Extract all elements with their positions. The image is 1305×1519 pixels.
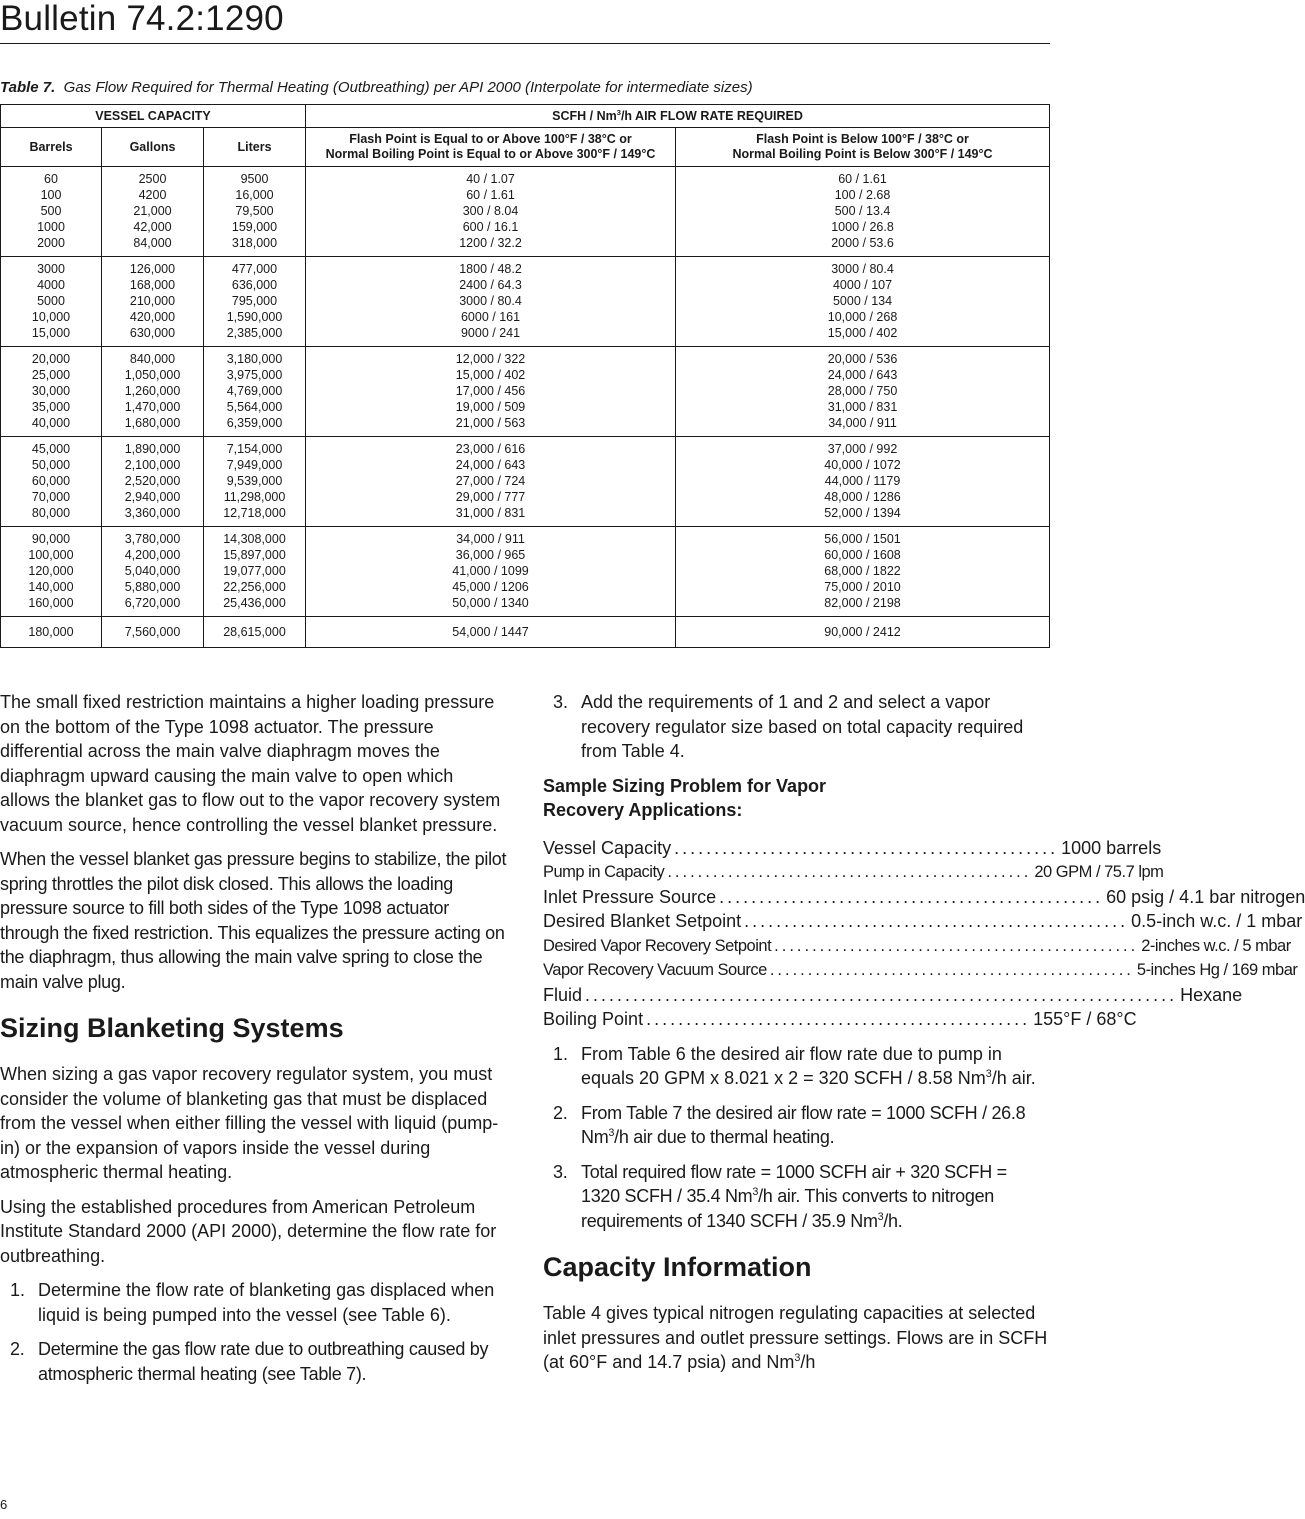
body-paragraph: When the vessel blanket gas pressure begins to stabilize, the pilot spring throttles the pilot disk closed. This allows the loading pressure source to fill both sides of the Type 1098 actuator through the fixed restriction. This equalizes the pressure acting on the diaphragm, thus allowing the main valve spring to close the main valve plug. [0, 849, 507, 992]
list-text: Add the requirements of 1 and 2 and select a vapor recovery regulator size based on total capacity required from Table 4. [581, 692, 1024, 761]
list-item [543, 1160, 1050, 1234]
air-flow-header: SCFH / Nm$^3$/h AIR FLOW RATE REQUIRED [306, 105, 1050, 128]
flow-above-cell: 23,000 / 616 24,000 / 643 27,000 / 724 29,000 / 777 31,000 / 831 [306, 437, 676, 527]
list-text: From Table 6 the desired air flow rate due to pump in equals 20 GPM x 8.021 x 2 = 320 SCFH / 8.58 Nm$^3$/h air. [581, 1043, 1036, 1088]
table-caption-label: Table 7. [0, 79, 56, 96]
liters-cell: 14,308,000 15,897,000 19,077,000 22,256,000 25,436,000 [204, 527, 306, 617]
gallons-cell: 3,780,000 4,200,000 5,040,000 5,880,000 6,720,000 [102, 527, 204, 617]
list-text: Total required flow rate = 1000 SCFH air + 320 SCFH = 1320 SCFH / 35.4 Nm$^3$/h air. This converts to nitrogen requirements of 1340 SCFH / 35.9 Nm$^3$/h. [581, 1161, 1007, 1231]
table-row [1, 347, 1050, 437]
flow-below-cell: 60 / 1.61 100 / 2.68 500 / 13.4 1000 / 26.8 2000 / 53.6 [676, 167, 1050, 257]
flow-below-cell: 37,000 / 992 40,000 / 1072 44,000 / 1179 48,000 / 1286 52,000 / 1394 [676, 437, 1050, 527]
gallons-cell: 1,890,000 2,100,000 2,520,000 2,940,000 3,360,000 [102, 437, 204, 527]
list-item [0, 1337, 508, 1386]
barrels-cell: 45,000 50,000 60,000 70,000 80,000 [1, 437, 102, 527]
list-text: From Table 7 the desired air flow rate = 1000 SCFH / 26.8 Nm$^3$/h air due to thermal heating. [581, 1102, 1026, 1147]
flow-below-cell: 56,000 / 1501 60,000 / 1608 68,000 / 1822 75,000 / 2010 82,000 / 2198 [676, 527, 1050, 617]
flow-above-cell: 40 / 1.07 60 / 1.61 300 / 8.04 600 / 16.1 1200 / 32.2 [306, 167, 676, 257]
list-text: Determine the flow rate of blanketing gas displaced when liquid is being pumped into the vessel (see Table 6). [38, 1280, 495, 1325]
table-row [1, 257, 1050, 347]
spec-row: Desired Vapor Recovery Setpoint ................................................ 2-inches w.c. / 5 mbar [543, 936, 1291, 955]
right-column [543, 690, 1305, 1385]
table-row [1, 617, 1050, 648]
table-caption-text: Gas Flow Required for Thermal Heating (Outbreathing) per API 2000 (Interpolate for intermediate sizes) [63, 79, 753, 96]
spec-row: Desired Blanket Setpoint ................................................ 0.5-inch w.c. / 1 mbar [543, 911, 1303, 931]
left-column [0, 690, 508, 1396]
body-paragraph: When sizing a gas vapor recovery regulator system, you must consider the volume of blanketing gas that must be displaced from the vessel when either filling the vessel with liquid (pump-in) or the expansion of vapors inside the vessel during atmospheric thermal heating. [0, 1064, 499, 1182]
barrels-cell: 90,000 100,000 120,000 140,000 160,000 [1, 527, 102, 617]
flow-above-cell: 54,000 / 1447 [306, 617, 676, 648]
barrels-cell: 20,000 25,000 30,000 35,000 40,000 [1, 347, 102, 437]
spec-row: Pump in Capacity ................................................ 20 GPM / 75.7 lpm [543, 863, 1164, 881]
page-number: 6 [0, 1497, 8, 1512]
spec-row: Fluid .......................................................................... Hexane [543, 984, 1243, 1005]
gallons-cell: 126,000 168,000 210,000 420,000 630,000 [102, 257, 204, 347]
spec-row: Boiling Point ................................................ 155°F / 68°C [543, 1009, 1137, 1029]
barrels-cell: 180,000 [1, 617, 102, 648]
liters-cell: 7,154,000 7,949,000 9,539,000 11,298,000 12,718,000 [204, 437, 306, 527]
list-item [543, 690, 1050, 764]
gallons-cell: 2500 4200 21,000 42,000 84,000 [102, 167, 204, 257]
page-title: Bulletin 74.2:1290 [0, 0, 284, 38]
gallons-header: Gallons [102, 128, 204, 167]
body-paragraph: Table 4 gives typical nitrogen regulating capacities at selected inlet pressures and outlet pressure settings. Flows are in SCFH (at 60°F and 14.7 psia) and Nm$^3$/h [543, 1303, 1048, 1372]
gallons-cell: 840,000 1,050,000 1,260,000 1,470,000 1,680,000 [102, 347, 204, 437]
flow-below-cell: 3000 / 80.4 4000 / 107 5000 / 134 10,000 / 268 15,000 / 402 [676, 257, 1050, 347]
sample-heading: Sample Sizing Problem for Vapor Recovery Applications: [543, 775, 827, 820]
flow-below-cell: 20,000 / 536 24,000 / 643 28,000 / 750 31,000 / 831 34,000 / 911 [676, 347, 1050, 437]
barrels-cell: 3000 4000 5000 10,000 15,000 [1, 257, 102, 347]
list-number: 1. [553, 1043, 569, 1064]
header-rule [0, 43, 1050, 44]
list-item [543, 1042, 1050, 1091]
gas-flow-table [0, 104, 1050, 648]
table-row [1, 527, 1050, 617]
liters-cell: 28,615,000 [204, 617, 306, 648]
list-number: 2. [10, 1339, 25, 1359]
section-heading-sizing: Sizing Blanketing Systems [0, 1013, 344, 1043]
list-number: 1. [10, 1280, 26, 1300]
barrels-cell: 60 100 500 1000 2000 [1, 167, 102, 257]
vessel-capacity-header: VESSEL CAPACITY [1, 105, 306, 128]
body-paragraph: Using the established procedures from American Petroleum Institute Standard 2000 (API 2000), determine the flow rate for outbreathing. [0, 1196, 497, 1266]
list-item [0, 1278, 508, 1327]
flow-above-cell: 12,000 / 322 15,000 / 402 17,000 / 456 19,000 / 509 21,000 / 563 [306, 347, 676, 437]
gallons-cell: 7,560,000 [102, 617, 204, 648]
barrels-header: Barrels [1, 128, 102, 167]
list-number: 2. [553, 1102, 568, 1123]
list-text: Determine the gas flow rate due to outbreathing caused by atmospheric thermal heating (see Table 7). [38, 1339, 489, 1384]
table-row [1, 437, 1050, 527]
flow-below-cell: 90,000 / 2412 [676, 617, 1050, 648]
spec-row: Vessel Capacity ................................................ 1000 barrels [543, 837, 1162, 858]
section-heading-capacity: Capacity Information [543, 1252, 812, 1282]
list-item [543, 1101, 1050, 1150]
liters-header: Liters [204, 128, 306, 167]
list-number: 3. [553, 1161, 568, 1182]
spec-row: Vapor Recovery Vacuum Source ................................................ 5-inches Hg / 169 mbar [543, 961, 1298, 979]
list-number: 3. [553, 692, 569, 712]
flow-above-cell: 34,000 / 911 36,000 / 965 41,000 / 1099 45,000 / 1206 50,000 / 1340 [306, 527, 676, 617]
liters-cell: 9500 16,000 79,500 159,000 318,000 [204, 167, 306, 257]
table-caption [0, 79, 1050, 96]
flash-below-header: Flash Point is Below 100°F / 38°C or Normal Boiling Point is Below 300°F / 149°C [676, 128, 1050, 167]
flash-above-header: Flash Point is Equal to or Above 100°F / 38°C or Normal Boiling Point is Equal to or Above 300°F / 149°C [306, 128, 676, 167]
liters-cell: 3,180,000 3,975,000 4,769,000 5,564,000 6,359,000 [204, 347, 306, 437]
body-paragraph: The small fixed restriction maintains a higher loading pressure on the bottom of the Type 1098 actuator. The pressure differential across the main valve diaphragm moves the diaphragm upward causing the main valve to open which allows the blanket gas to flow out to the vapor recovery system vacuum source, hence controlling the vessel blanket pressure. [0, 692, 501, 835]
liters-cell: 477,000 636,000 795,000 1,590,000 2,385,000 [204, 257, 306, 347]
flow-above-cell: 1800 / 48.2 2400 / 64.3 3000 / 80.4 6000 / 161 9000 / 241 [306, 257, 676, 347]
sample-spec-list [543, 836, 1305, 1032]
table-row [1, 167, 1050, 257]
spec-row: Inlet Pressure Source ................................................ 60 psig / 4.1 bar nitrogen [543, 886, 1305, 907]
